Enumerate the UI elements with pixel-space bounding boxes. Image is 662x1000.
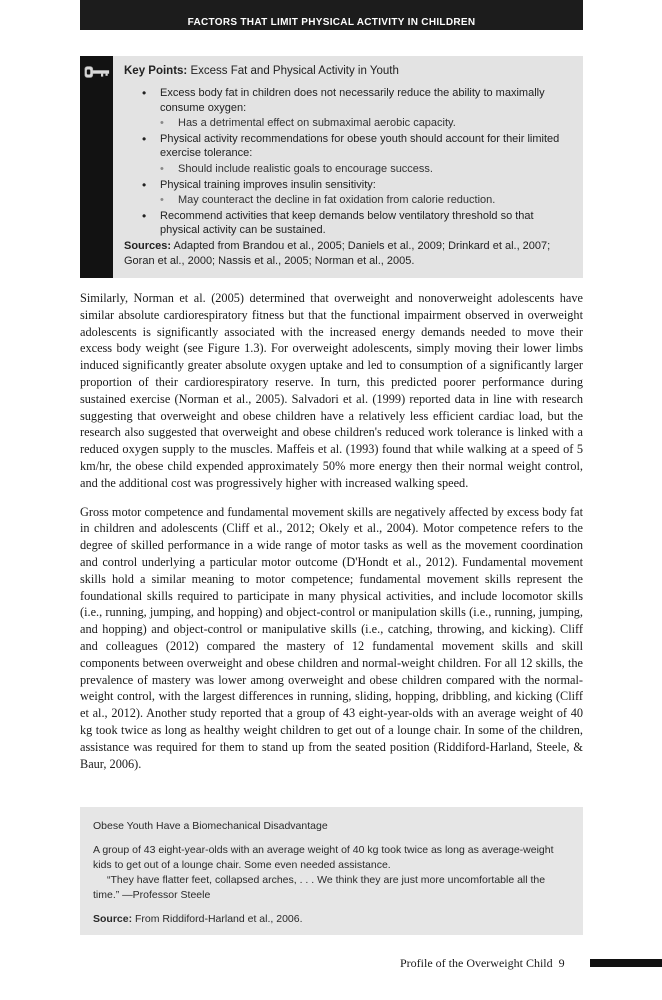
key-points-sources-text: Adapted from Brandou et al., 2005; Daniels et al., 2009; Drinkard et al., 2007; Goran et al., 2000; Nassis et al., 2005; Norman et al., 2005. [124,240,551,267]
running-header-title: FACTORS THAT LIMIT PHYSICAL ACTIVITY IN CHILDREN [187,17,476,28]
key-point-subitem: • Should include realistic goals to encourage success. [142,162,567,177]
key-points-title [124,64,399,79]
callout-quote: “They have flatter feet, collapsed arches, . . . We think they are just more uncomfortable all the time.” —Professor Steele [93,874,546,901]
key-points-sources [124,239,569,268]
callout-body: A group of 43 eight-year-olds with an average weight of 40 kg took twice as long as average-weight kids to get out of a lounge chair. Some even needed assistance. [93,844,554,871]
key-point-item: • Recommend activities that keep demands below ventilatory threshold so that physical activity can be sustained. [142,209,567,238]
key-points-box [80,56,583,278]
callout-source-text: From Riddiford-Harland et al., 2006. [132,913,303,925]
body-text [80,290,583,784]
callout-source-label: Source: [93,913,133,925]
page-footer [400,955,565,971]
callout-source [93,912,569,927]
key-points-strip [80,56,113,278]
key-points-title-label: Key Points: [124,65,188,77]
key-point-subitem: • May counteract the decline in fat oxidation from calorie reduction. [142,193,567,208]
callout-title: Obese Youth Have a Biomechanical Disadvantage [93,820,328,832]
key-points-list [142,86,567,239]
callout-box [80,807,583,935]
page-number: 9 [558,955,565,970]
footer-running-title: Profile of the Overweight Child [400,955,553,970]
key-point-item: • Physical training improves insulin sensitivity: [142,178,567,193]
key-point-item: • Excess body fat in children does not necessarily reduce the ability to maximally consume oxygen: [142,86,567,115]
footer-bar [590,959,662,967]
body-paragraph: Gross motor competence and fundamental movement skills are negatively affected by excess body fat in children and adolescents (Cliff et al., 2012; Okely et al., 2004). Motor competence refers to the degree of skilled performance in a wide range of motor tasks as well as the movement coordination and control underlying a particular motor outcome (D'Hondt et al., 2012). Fundamental movement skills hold a similar meaning to motor competence; fundamental movement skills represent the foundational skills required to participate in many physical activities, and include locomotor skills (i.e., running, jumping, and hopping) and object-control or manipulation skills (i.e., running, jumping, and hopping) and object-control or manipulative skills (i.e., catching, throwing, and kicking). Cliff and colleagues (2012) compared the mastery of 12 fundamental movement skills and skill components between overweight and obese children and normal-weight children. For all 12 skills, the prevalence of mastery was lower among overweight and obese children compared with the normal-weight control, with the largest differences in running, sliding, hopping, dribbling, and kicking (Cliff et al., 2012). Another study reported that a group of 43 eight-year-olds with an average weight of 40 kg took twice as long as healthy weight children to get out of a lounge chair. In some of the children, assistance was required for them to stand up from the seated position (Riddiford-Harland, Steele, & Baur, 2006). [80,504,583,771]
key-icon [84,65,110,79]
key-points-sources-label: Sources: [124,240,172,252]
key-point-subitem: • Has a detrimental effect on submaximal aerobic capacity. [142,116,567,131]
body-paragraph: Similarly, Norman et al. (2005) determined that overweight and nonoverweight adolescents have similar absolute cardiorespiratory fitness but that the functional impairment observed in overweight adolescents is significantly associated with the increased energy demands needed to move their excess body weight (see Figure 1.3). For overweight adolescents, simply moving their lower limbs induced significantly greater absolute oxygen uptake and led to consumption of a significantly larger proportion of their cardiorespiratory reserve. In turn, this predicted poorer performance during sustained exercise (Norman et al., 2005). Salvadori et al. (1999) reported data in line with research suggesting that overweight and obese children have a relatively less efficient cardiac load, but the research also suggested that overweight and obese children's reduced work tolerance is linked with a reduced oxygen supply to the muscles. Maffeis et al. (1993) found that while walking at a speed of 5 km/hr, the obese child expended approximately 50% more energy then their normal weight control, and the additional cost was progressively higher with increased walking speed. [80,291,583,490]
key-points-title-text: Excess Fat and Physical Activity in Youth [187,65,399,77]
running-header [80,0,583,30]
key-point-item: • Physical activity recommendations for obese youth should account for their limited exercise tolerance: [142,132,567,161]
